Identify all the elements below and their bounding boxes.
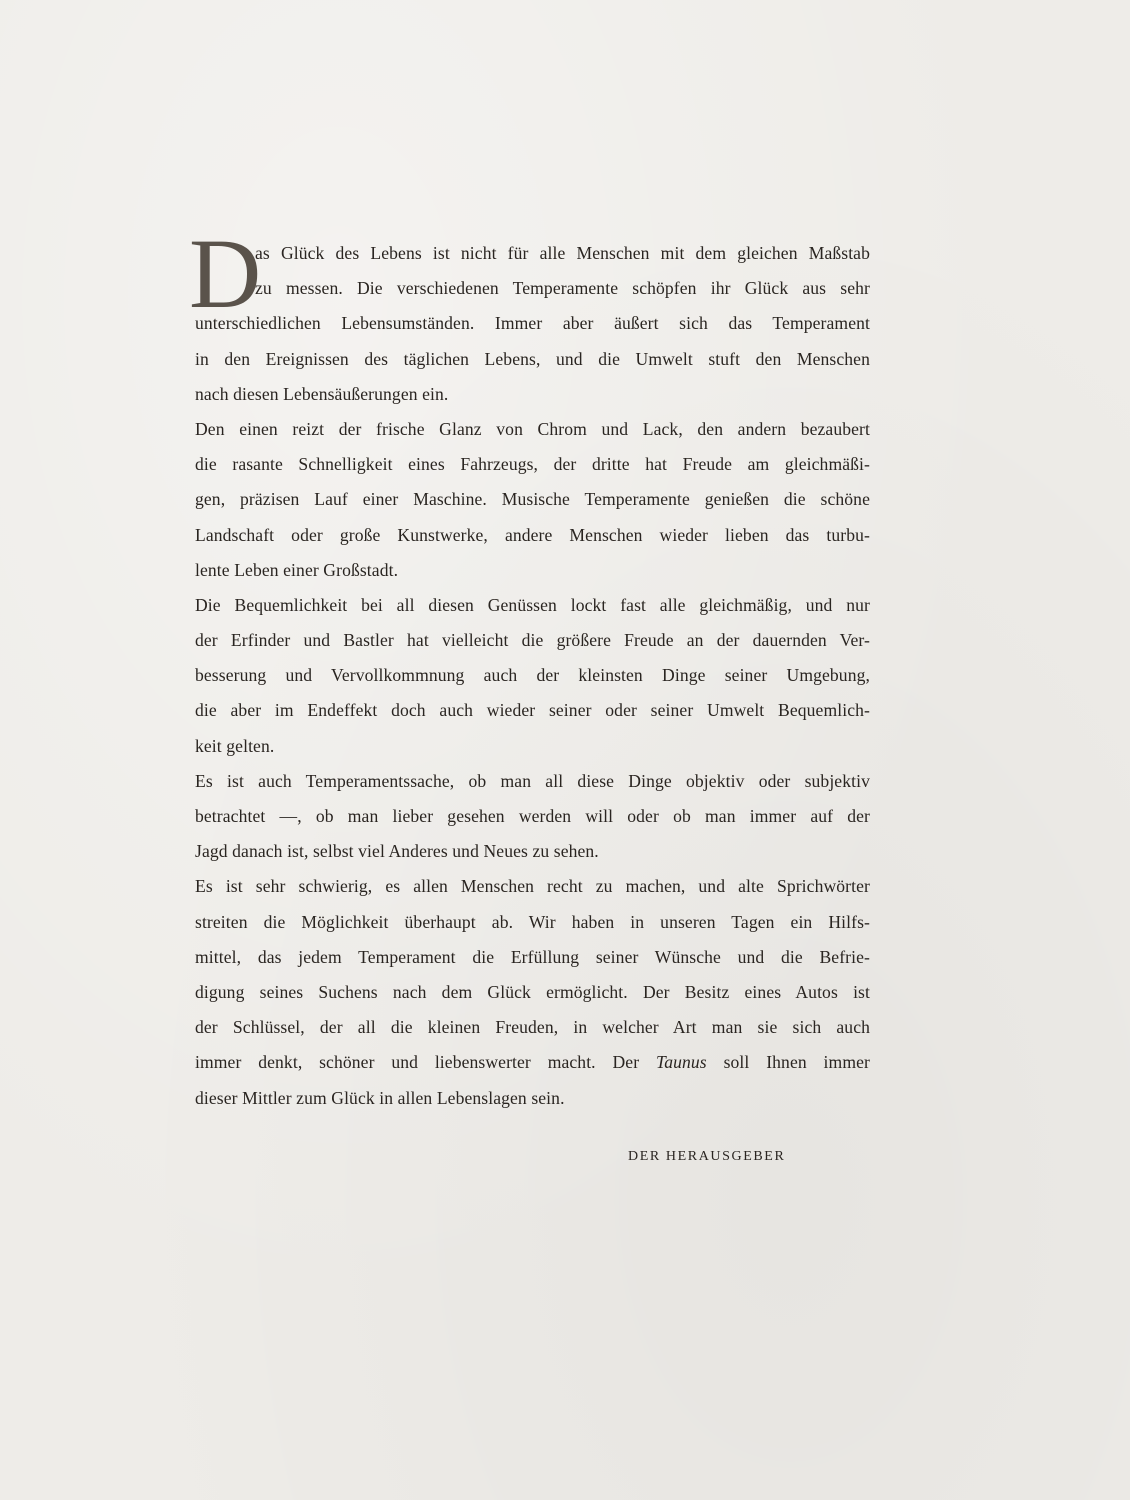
text-line: gen, präzisen Lauf einer Maschine. Musische Temperamente genießen die schöne <box>195 489 870 510</box>
text-line: Es ist auch Temperamentssache, ob man all diese Dinge objektiv oder subjektiv <box>195 770 870 791</box>
signature: DER HERAUSGEBER <box>628 1149 786 1164</box>
text-line: betrachtet —, ob man lieber gesehen werden will oder ob man immer auf der <box>195 806 870 826</box>
text-line: Die Bequemlichkeit bei all diesen Genüssen lockt fast alle gleichmäßig, und nur <box>195 594 870 615</box>
text-line: der Erfinder und Bastler hat vielleicht die größere Freude an der dauernden Ver- <box>195 630 870 651</box>
text-line: Landschaft oder große Kunstwerke, andere Menschen wieder lieben das turbu- <box>195 524 870 545</box>
text-line: der Schlüssel, der all die kleinen Freuden, in welcher Art man sie sich auch <box>195 1017 870 1038</box>
text-line: unterschiedlichen Lebensumständen. Immer aber äußert sich das Temperament <box>195 313 870 334</box>
text-line: lente Leben einer Großstadt. <box>195 559 399 580</box>
text-line: die aber im Endeffekt doch auch wieder seiner oder seiner Umwelt Bequemlich- <box>195 700 870 721</box>
drop-cap: D <box>189 218 262 329</box>
text-line: digung seines Suchens nach dem Glück ermöglicht. Der Besitz eines Autos ist <box>195 981 870 1002</box>
text-line: nach diesen Lebensäußerungen ein. <box>195 383 449 404</box>
text-segment: soll Ihnen immer <box>706 1052 870 1073</box>
text-segment: immer denkt, schöner und liebenswerter macht. Der <box>195 1052 656 1073</box>
text-line: Es ist sehr schwierig, es allen Menschen recht zu machen, und alte Sprichwörter <box>195 876 870 897</box>
text-line: dieser Mittler zum Glück in allen Lebenslagen sein. <box>195 1087 565 1108</box>
body-text <box>189 218 870 1116</box>
text-line: mittel, das jedem Temperament die Erfüllung seiner Wünsche und die Befrie- <box>195 946 870 967</box>
text-line: in den Ereignissen des täglichen Lebens, und die Umwelt stuft den Menschen <box>195 348 870 369</box>
brand-name: Taunus <box>655 1052 707 1073</box>
text-line: Jagd danach ist, selbst viel Anderes und Neues zu sehen. <box>195 841 599 862</box>
text-line <box>195 1045 870 1080</box>
text-line: die rasante Schnelligkeit eines Fahrzeugs, der dritte hat Freude am gleichmäßi- <box>195 454 870 475</box>
text-line: Den einen reizt der frische Glanz von Chrom und Lack, den andern bezaubert <box>195 418 870 439</box>
text-line: streiten die Möglichkeit überhaupt ab. Wir haben in unseren Tagen ein Hilfs- <box>195 911 870 932</box>
text-line: zu messen. Die verschiedenen Temperamente schöpfen ihr Glück aus sehr <box>255 278 870 299</box>
text-line: keit gelten. <box>195 735 275 756</box>
text-line: as Glück des Lebens ist nicht für alle Menschen mit dem gleichen Maßstab <box>255 243 870 263</box>
text-line: besserung und Vervollkommnung auch der kleinsten Dinge seiner Umgebung, <box>195 665 870 686</box>
